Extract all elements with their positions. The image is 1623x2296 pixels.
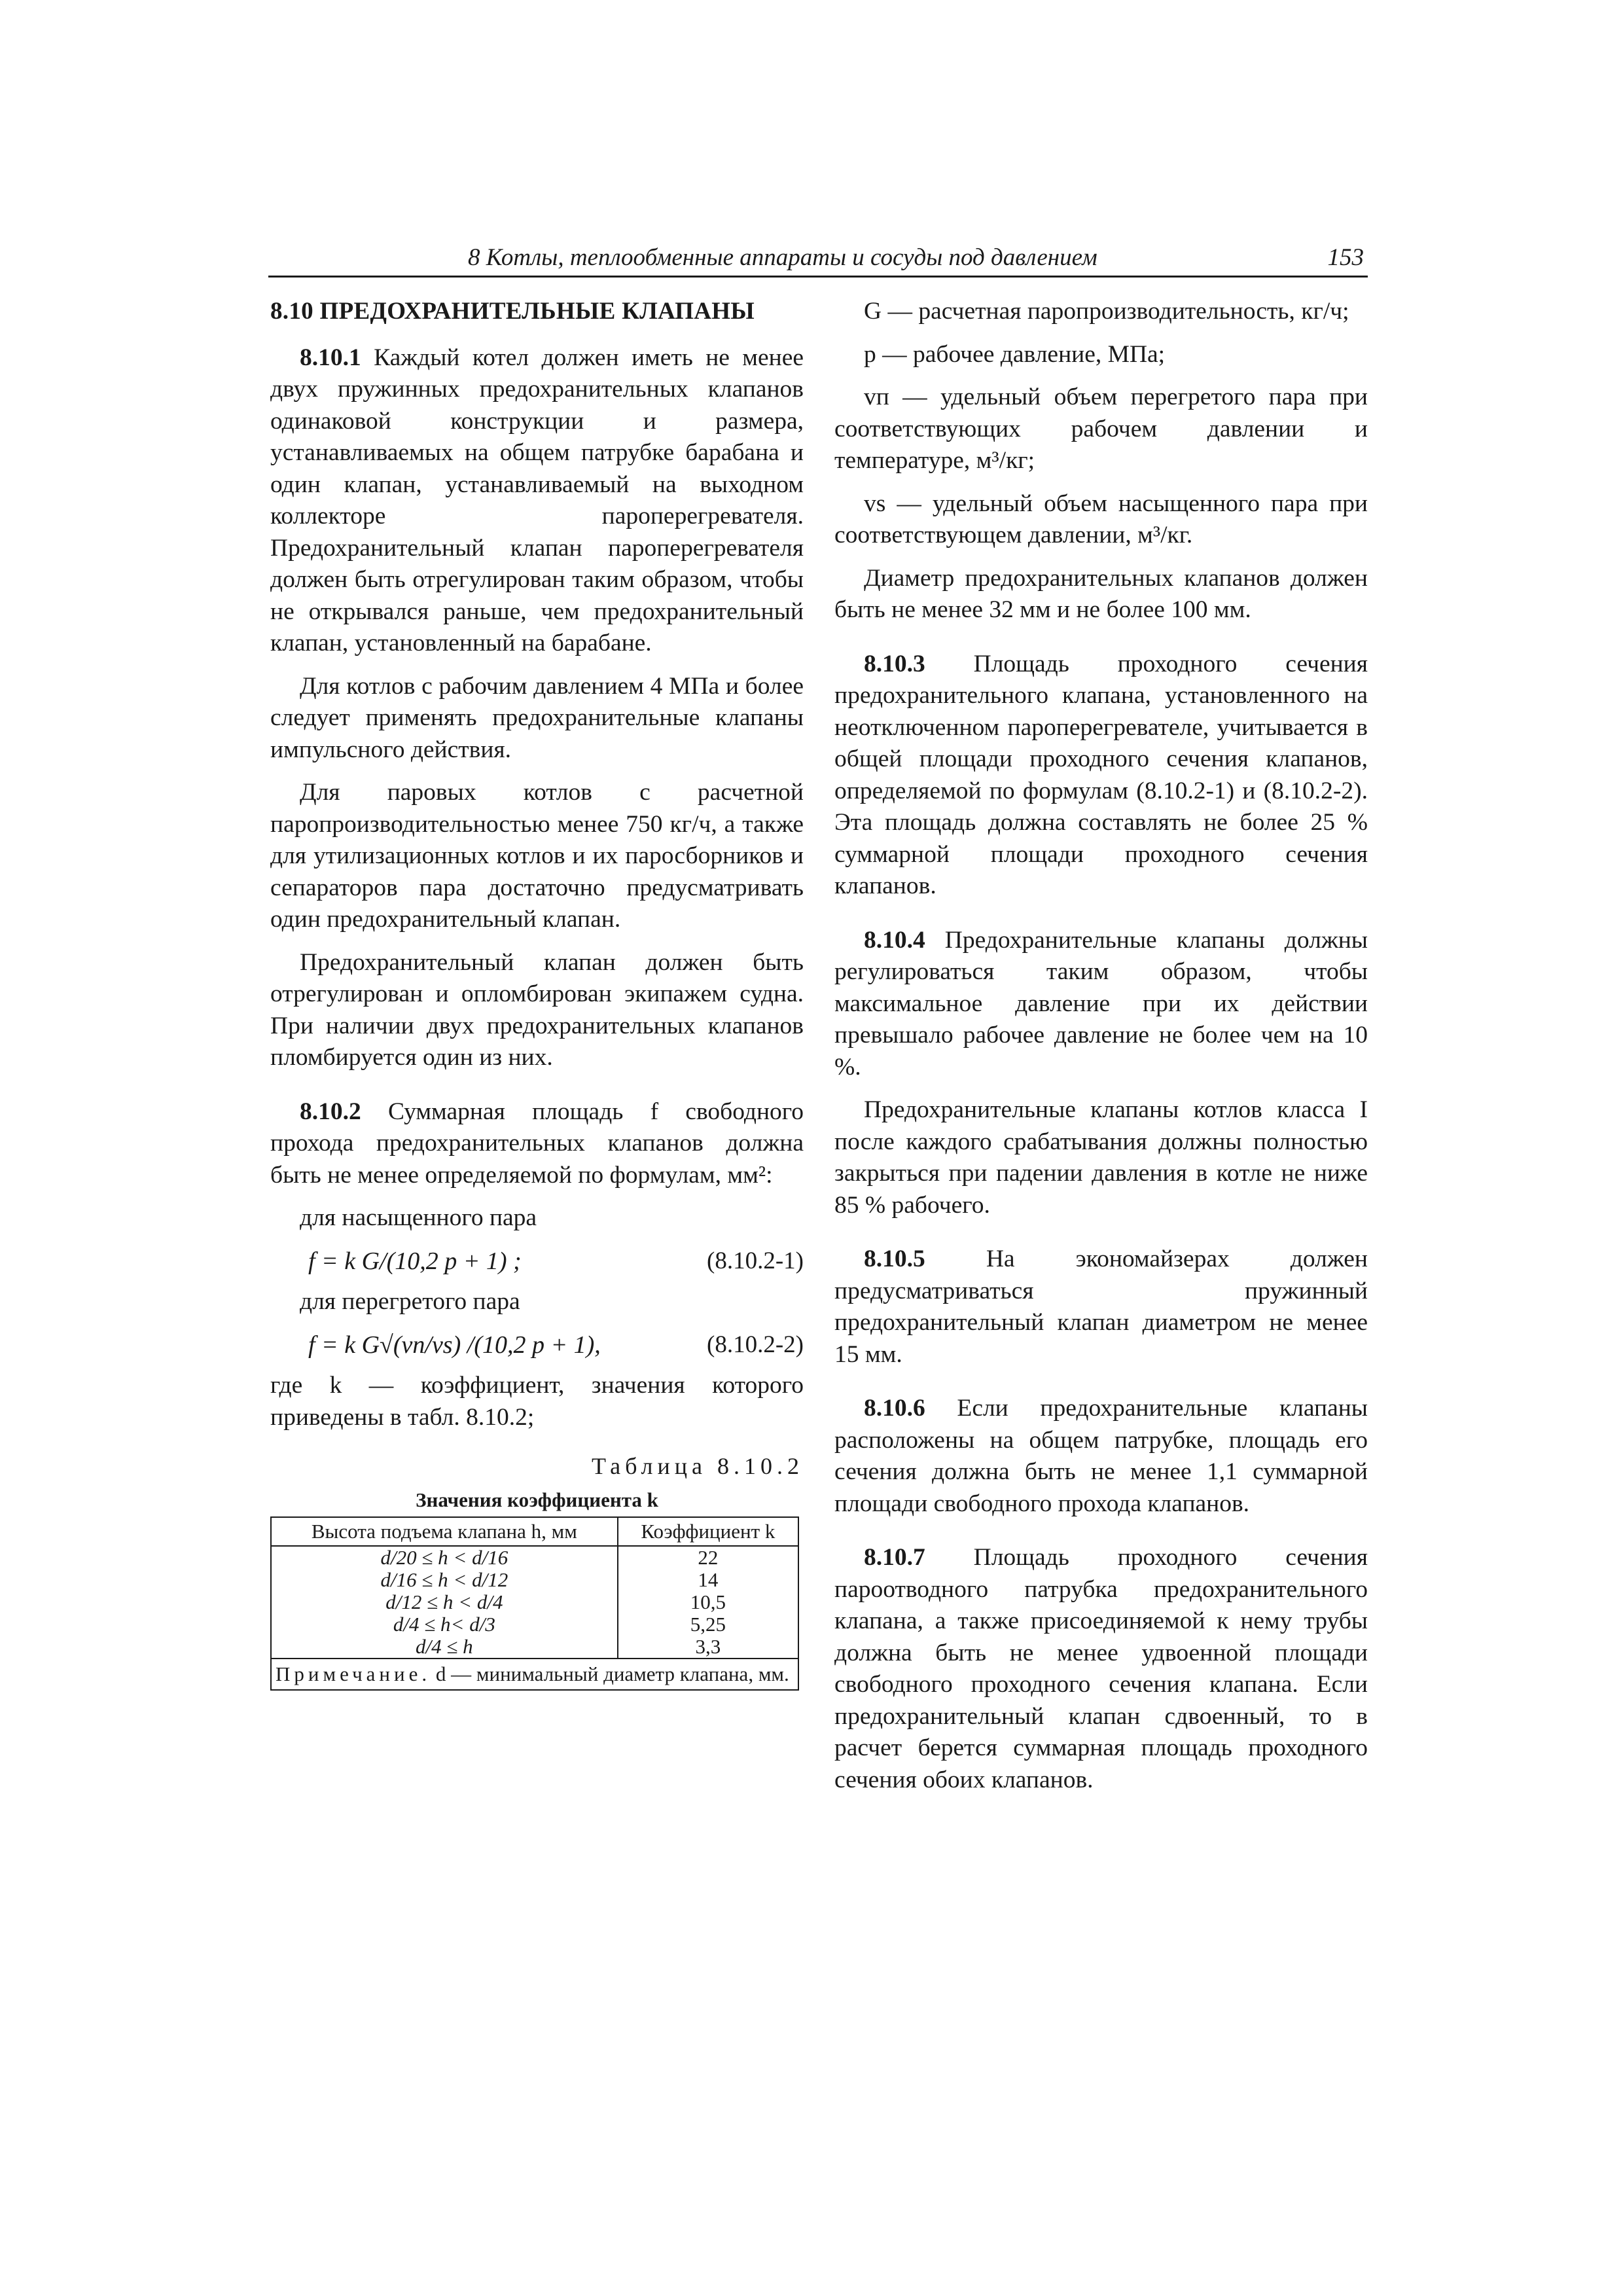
right-column — [834, 296, 1368, 1807]
table-caption: Значения коэффициента k — [416, 1488, 658, 1511]
note-label: Примечание. — [276, 1662, 431, 1685]
formula: f = k G/(10,2 p + 1) ; — [308, 1247, 522, 1275]
table-cell: 22 — [618, 1546, 798, 1569]
paragraph-8-10-5 — [834, 1244, 1368, 1371]
paragraph-8-10-7 — [834, 1542, 1368, 1796]
paragraph: Для паровых котлов с расчетной паропроизводительностью менее 750 кг/ч, а также для утилизационных котлов и их паросборников и сепараторов пара достаточно предусматривать один предохранительный клапан. — [270, 779, 804, 933]
column-header: Коэффициент k — [618, 1517, 798, 1546]
note-text: d — минимальный диаметр клапана, мм. — [435, 1662, 789, 1685]
table-cell: 5,25 — [618, 1613, 798, 1636]
definition: vп — удельный объем перегретого пара при соответствующих рабочем давлении и температуре, м³/кг; — [834, 384, 1368, 474]
formula: f = k G√(vп/vs) /(10,2 p + 1), — [308, 1331, 601, 1359]
clause-text: Предохранительные клапаны должны регулироваться таким образом, чтобы максимальное давление при их действии превышало рабочее давление не более чем на 10 %. — [834, 926, 1368, 1081]
table-header-row — [271, 1517, 798, 1546]
definition: p — рабочее давление, МПа; — [864, 340, 1166, 368]
table-cell: d/12 ≤ h < d/4 — [271, 1591, 618, 1613]
page-header — [268, 239, 1368, 278]
section-title: 8.10 ПРЕДОХРАНИТЕЛЬНЫЕ КЛАПАНЫ — [270, 298, 755, 325]
table-cell: 14 — [618, 1569, 798, 1591]
clause-text: Если предохранительные клапаны расположены на общем патрубке, площадь его сечения должна быть не менее 1,1 суммарной площади свободного прохода клапанов. — [834, 1395, 1368, 1517]
table-note — [271, 1659, 798, 1690]
definition: G — расчетная паропроизводительность, кг/ч; — [864, 298, 1349, 325]
clause-number: 8.10.1 — [300, 344, 361, 371]
table-row — [271, 1569, 798, 1591]
paragraph: Предохранительные клапаны котлов класса I после каждого срабатывания должны полностью закрыться при падении давления в котле не ниже 85 % рабочего. — [834, 1096, 1368, 1219]
clause-text: Площадь проходного сечения предохранительного клапана, установленного на неотключенном пароперегревателе, учитывается в общей площади проходного сечения клапанов, определяемой по формулам (8.10.2-1) и (8.10.2-2). Эта площадь должна составлять не более 25 % суммарной площади проходного сечения клапанов. — [834, 650, 1368, 899]
table-label: Таблица 8.10.2 — [592, 1453, 804, 1479]
clause-number: 8.10.7 — [864, 1544, 925, 1571]
clause-number: 8.10.6 — [864, 1395, 925, 1422]
table-cell: d/4 ≤ h< d/3 — [271, 1613, 618, 1636]
paragraph-8-10-6 — [834, 1393, 1368, 1520]
clause-number: 8.10.3 — [864, 650, 925, 677]
formula-row — [270, 1329, 804, 1361]
paragraph: где k — коэффициент, значения которого приведены в табл. 8.10.2; — [270, 1372, 804, 1431]
paragraph-8-10-1 — [270, 342, 804, 660]
clause-text: На экономайзерах должен предусматриваться пружинный предохранительный клапан диаметром не менее 15 мм. — [834, 1246, 1368, 1368]
table-row — [271, 1546, 798, 1569]
table-note-row — [271, 1659, 798, 1690]
running-title: 8 Котлы, теплообменные аппараты и сосуды под давлением — [468, 244, 1097, 271]
clause-text: Суммарная площадь f свободного прохода предохранительных клапанов должна быть не менее определяемой по формулам, мм²: — [270, 1098, 804, 1189]
column-header: Высота подъема клапана h, мм — [271, 1517, 618, 1546]
paragraph-8-10-3 — [834, 649, 1368, 903]
definition: vs — удельный объем насыщенного пара при соответствующем давлении, м³/кг. — [834, 490, 1368, 548]
table-cell: d/20 ≤ h < d/16 — [271, 1546, 618, 1569]
coefficient-table — [270, 1516, 799, 1691]
table-cell: 10,5 — [618, 1591, 798, 1613]
table-cell: d/4 ≤ h — [271, 1636, 618, 1659]
paragraph: Предохранительный клапан должен быть отрегулирован и опломбирован экипажем судна. При наличии двух предохранительных клапанов пломбируется один из них. — [270, 948, 804, 1071]
table-cell: d/16 ≤ h < d/12 — [271, 1569, 618, 1591]
table-cell: 3,3 — [618, 1636, 798, 1659]
table-row — [271, 1591, 798, 1613]
paragraph-8-10-2 — [270, 1096, 804, 1192]
clause-text: Каждый котел должен иметь не менее двух пружинных предохранительных клапанов одинаковой конструкции и размера, устанавливаемых на общем патрубке барабана и один клапан, устанавливаемый на выходном коллекторе пароперегревателя. Предохранительный клапан пароперегревателя должен быть отрегулирован таким образом, чтобы не открывался раньше, чем предохранительный клапан, установленный на барабане. — [270, 344, 804, 656]
clause-text: Площадь проходного сечения пароотводного патрубка предохранительного клапана, а также присоединяемой к нему трубы должна быть не менее удвоенной площади свободного проходного сечения клапана. Если предохранительный клапан сдвоенный, то в расчет берется суммарная площадь проходного сечения обоих клапанов. — [834, 1544, 1368, 1793]
clause-number: 8.10.2 — [300, 1098, 361, 1125]
page-number: 153 — [1327, 244, 1364, 271]
formula-label: для насыщенного пара — [300, 1204, 537, 1231]
table-row — [271, 1636, 798, 1659]
paragraph: Диаметр предохранительных клапанов должен быть не менее 32 мм и не более 100 мм. — [834, 564, 1368, 623]
paragraph: Для котлов с рабочим давлением 4 МПа и более следует применять предохранительные клапаны импульсного действия. — [270, 672, 804, 763]
clause-number: 8.10.5 — [864, 1246, 925, 1272]
left-column — [270, 296, 804, 1691]
clause-number: 8.10.4 — [864, 926, 925, 954]
formula-number: (8.10.2-2) — [707, 1331, 804, 1358]
paragraph-8-10-4 — [834, 925, 1368, 1084]
formula-number: (8.10.2-1) — [707, 1247, 804, 1274]
formula-label: для перегретого пара — [300, 1288, 520, 1315]
formula-row — [270, 1246, 804, 1278]
table-row — [271, 1613, 798, 1636]
